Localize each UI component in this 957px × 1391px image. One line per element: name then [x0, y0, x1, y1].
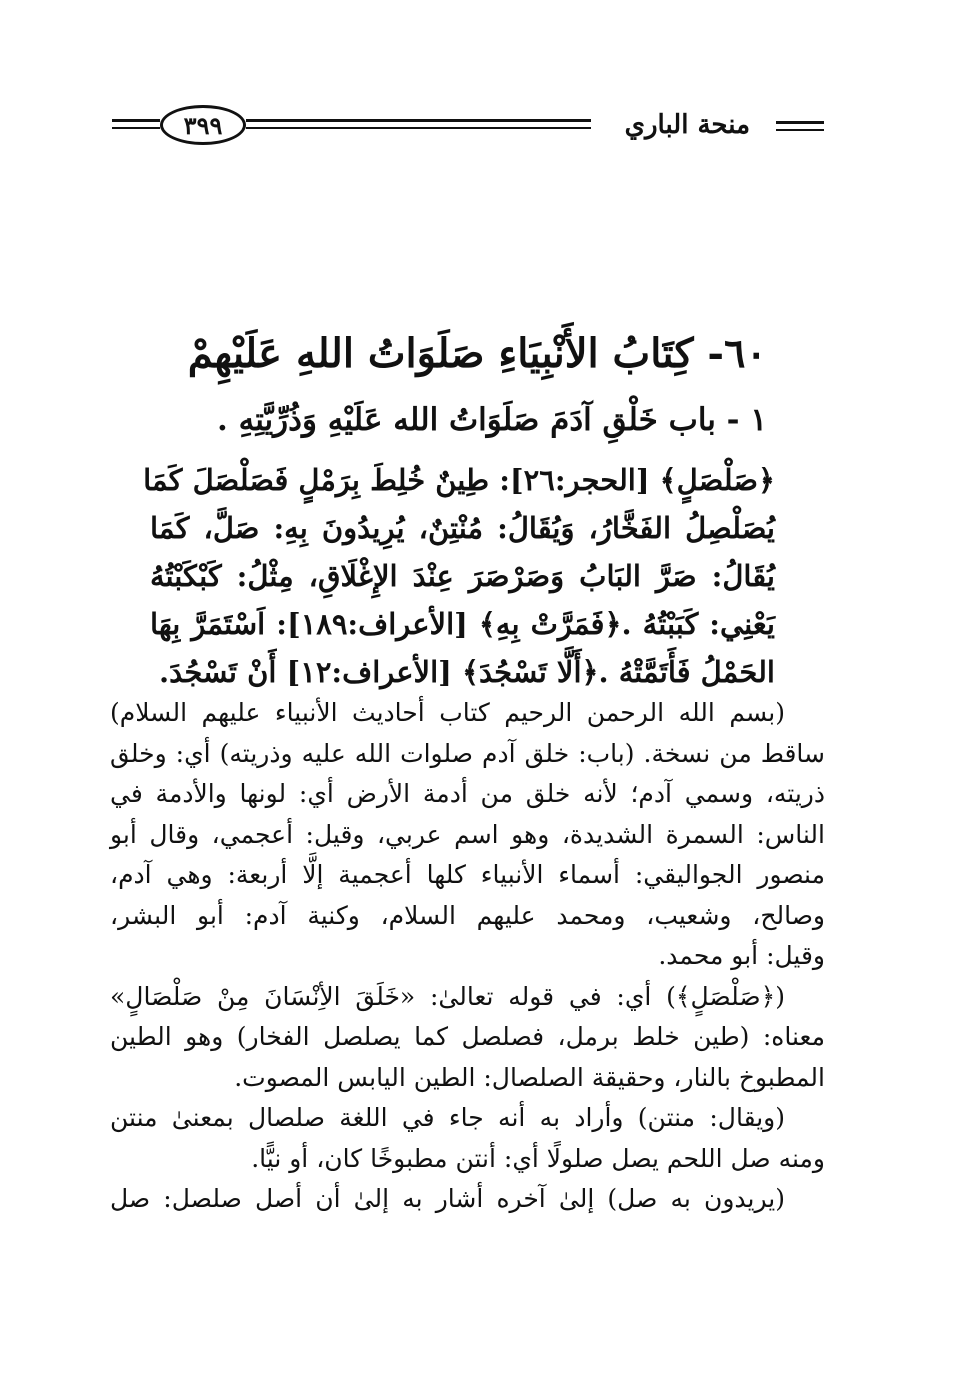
commentary-line: معناه: (طين خلط برمل، فصلصل كما يصلصل الفخار) وهو الطين — [110, 1022, 825, 1051]
page-number — [160, 105, 246, 145]
matn-line: يَعْنِي: كَبَبْتُهُ .﴿فَمَرَّتْ بِهِ﴾ [الأعراف:١٨٩]: اَسْتَمَرَّ بِهَا — [150, 607, 775, 641]
commentary-line: ساقط من نسخة. (باب: خلق آدم صلوات الله عليه وذريته) أي: وخلق — [110, 738, 825, 768]
commentary-line: ومنه صل اللحم يصل صلولًا أي: أنتن مطبوخًا كان، أو نيًّا. — [251, 1143, 825, 1173]
header-rule-right-top — [776, 121, 824, 124]
commentary-line: (يريدون به صل) إلىٰ آخره أشار به إلىٰ أن أصل صلصل: صل — [110, 1184, 785, 1213]
chapter-title: ١ - باب خَلْقِ آدَمَ صَلَوَاتُ الله عَلَيْهِ وَذُرِّيَّتِهِ . — [216, 402, 767, 438]
header-rule-middle-bottom — [246, 127, 591, 129]
header-rule-middle-top — [246, 119, 591, 122]
matn-line: الحَمْلُ فَأَتَمَّتْهُ .﴿أَلَّا تَسْجُدَ﴾ [الأعراف:١٢] أَنْ تَسْجُدَ. — [159, 655, 775, 689]
commentary-line: وصالح، وشعيب، ومحمد عليهم السلام، وكنية آدم: أبو البشر، — [110, 900, 825, 930]
page-number-text: ٣٩٩ — [183, 110, 223, 140]
matn-line: يُقَالُ: صَرَّ البَابُ وَصَرْصَرَ عِنْدَ الإِغْلَاقِ، مِثْلُ: كَبْكَبْتُهُ — [150, 559, 775, 593]
commentary-line: (﴿صَلْصَلٍ﴾) أي: في قوله تعالىٰ: «خَلَقَ الأِنْسَانَ مِنْ صَلْصَالٍ» — [110, 981, 785, 1011]
running-title: منحة الباري — [624, 110, 750, 140]
page-header — [112, 100, 824, 160]
commentary-line: منصور الجواليقي: أسماء الأنبياء كلها أعجمية إلَّا أربعة: وهي آدم، — [110, 860, 825, 889]
commentary-line: وقيل: أبو محمد. — [658, 941, 825, 970]
commentary-line: ذريته، وسمي آدم؛ لأنه خلق من أدمة الأرض أي: لونها والأدمة في — [110, 779, 825, 808]
commentary-block — [110, 693, 825, 1220]
commentary-line: المطبوخ بالنار، وحقيقة الصلصال: الطين اليابس المصوت. — [234, 1062, 825, 1092]
commentary-line: الناس: السمرة الشديدة، وهو اسم عربي، وقيل: أعجمي، وقال أبو — [110, 819, 825, 849]
matn-line: يُصَلْصِلُ الفَخَّارُ، وَيُقَالُ: مُنْتِنٌ، يُرِيدُونَ بِهِ: صَلَّ، كَمَا — [150, 511, 775, 545]
commentary-line: (ويقال: منتن) وأراد به أنه جاء في اللغة صلصال بمعنىٰ منتن — [110, 1103, 785, 1132]
commentary-line: (بسم الله الرحمن الرحيم كتاب أحاديث الأنبياء عليهم السلام) — [110, 698, 785, 727]
matn-block — [143, 456, 775, 696]
matn-line: ﴿صَلْصَلٍ﴾ [الحجر:٢٦]: طِينٌ خُلِطَ بِرَمْلٍ فَصَلْصَلَ كَمَا — [143, 463, 775, 497]
header-rule-right-bottom — [776, 129, 824, 131]
header-rule-left-bottom — [112, 127, 160, 129]
book-title: ٦٠- كِتَابُ الأَنْبِيَاءِ صَلَوَاتُ اللهِ عَلَيْهِمْ — [187, 330, 767, 377]
header-rule-left-top — [112, 119, 160, 122]
